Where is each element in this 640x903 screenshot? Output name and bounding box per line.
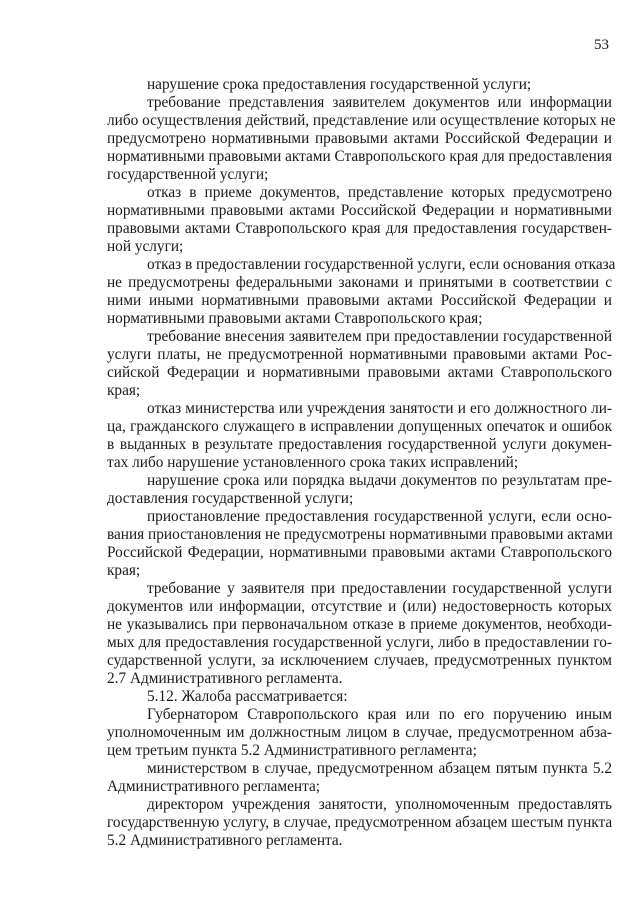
text-line: правовыми актами Ставропольского края для предоставления государствен- — [107, 220, 612, 237]
text-line: ной услуги; — [107, 238, 184, 255]
text-line: в выданных в результате предоставления государственной услуги докумен- — [107, 436, 612, 453]
text-line: государственную услугу, в случае, предусмотренном абзацем шестым пункта — [107, 814, 613, 831]
text-line: требование у заявителя при предоставлении государственной услуги — [147, 580, 612, 597]
text-line: нормативными правовыми актами Ставропольского края; — [107, 310, 483, 327]
text-line: приостановление предоставления государственной услуги, если осно- — [147, 508, 612, 525]
text-line: 2.7 Административного регламента. — [107, 670, 343, 687]
text-line: требование внесения заявителем при предоставлении государственной — [147, 328, 612, 345]
text-line: отказ в приеме документов, представление которых предусмотрено — [147, 184, 612, 201]
text-line: цем третьим пункта 5.2 Административного регламента; — [107, 742, 477, 759]
text-line: тах либо нарушение установленного срока таких исправлений; — [107, 454, 519, 471]
text-line: ца, гражданского служащего в исправлении допущенных опечаток и ошибок — [107, 418, 612, 435]
text-line: не указывались при первоначальном отказе в приеме документов, необходи- — [107, 616, 612, 633]
text-line: сударственной услуги, за исключением случаев, предусмотренных пунктом — [107, 652, 612, 669]
text-line: государственной услуги; — [107, 166, 269, 183]
text-line: отказ министерства или учреждения занятости и его должностного ли- — [147, 400, 612, 417]
text-line: Административного регламента; — [107, 778, 320, 795]
text-line: уполномоченным им должностным лицом в случае, предусмотренном абза- — [107, 724, 612, 741]
text-line: Губернатором Ставропольского края или по его поручению иным — [147, 706, 612, 723]
text-line: 5.12. Жалоба рассматривается: — [147, 688, 348, 705]
page-number: 53 — [594, 37, 609, 53]
text-line: не предусмотрены федеральными законами и принятыми в соответствии с — [107, 274, 612, 291]
text-line: услуги платы, не предусмотренной нормативными правовыми актами Рос- — [107, 346, 612, 363]
text-line: доставления государственной услуги; — [107, 490, 354, 507]
text-line: нарушение срока предоставления государственной услуги; — [147, 76, 532, 93]
text-line: нормативными правовыми актами Ставропольского края для предоставления — [107, 148, 612, 165]
text-line: либо осуществления действий, представление или осуществление которых не — [107, 112, 616, 129]
text-line: директором учреждения занятости, уполномоченным предоставлять — [147, 796, 612, 813]
text-line: министерством в случае, предусмотренном абзацем пятым пункта 5.2 — [147, 760, 612, 777]
text-line: сийской Федерации и нормативными правовыми актами Ставропольского — [107, 364, 612, 381]
text-line: края; — [107, 562, 141, 579]
text-line: края; — [107, 382, 141, 399]
text-line: Российской Федерации, нормативными правовыми актами Ставропольского — [107, 544, 612, 561]
text-line: мых для предоставления государственной услуги, либо в предоставлении го- — [107, 634, 612, 651]
text-line: нормативными правовыми актами Российской Федерации и нормативными — [107, 202, 612, 219]
text-line: требование представления заявителем документов или информации — [147, 94, 612, 111]
text-line: отказ в предоставлении государственной услуги, если основания отказа — [147, 256, 616, 273]
text-line: предусмотрено нормативными правовыми актами Российской Федерации и — [107, 130, 612, 147]
text-line: ними иными нормативными правовыми актами Российской Федерации и — [107, 292, 612, 309]
text-line: нарушение срока или порядка выдачи документов по результатам пре- — [147, 472, 612, 489]
text-line: 5.2 Административного регламента. — [107, 832, 343, 849]
text-line: документов или информации, отсутствие и (или) недостоверность которых — [107, 598, 612, 615]
text-line: вания приостановления не предусмотрены нормативными правовыми актами — [107, 526, 613, 543]
